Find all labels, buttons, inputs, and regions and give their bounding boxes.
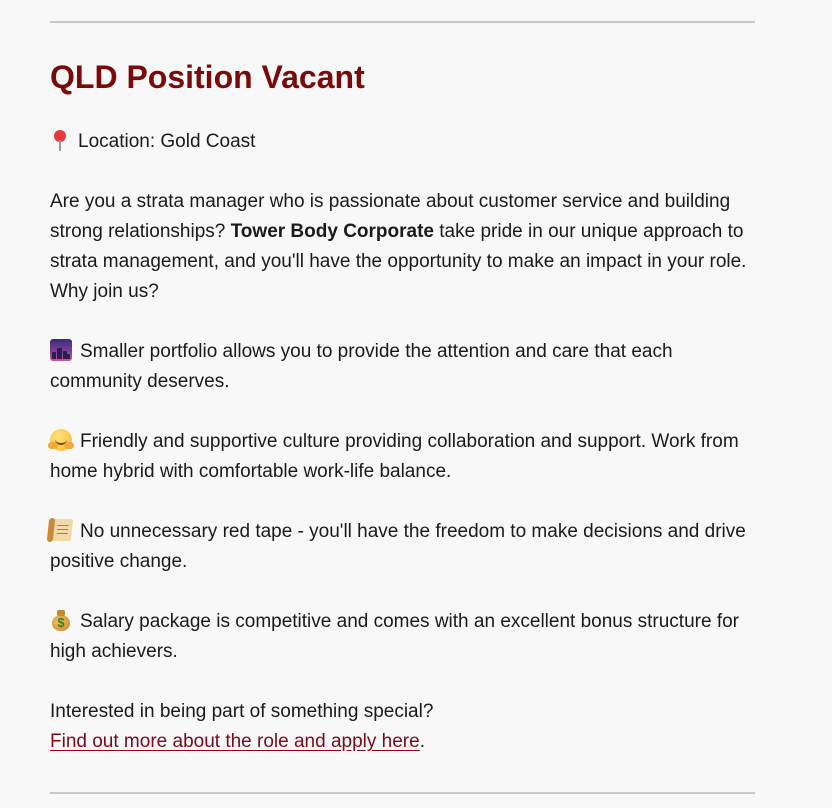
location-line (50, 127, 760, 157)
intro-text-after: take pride in our unique approach to strata management, and you'll have the opportunity to make an impact in your role. Why join us? (50, 221, 747, 302)
location-text: Location: Gold Coast (78, 131, 256, 152)
closing-paragraph (50, 697, 760, 757)
benefit-text: Salary package is competitive and comes with an excellent bonus structure for high achievers. (50, 611, 739, 662)
bottom-divider (50, 792, 755, 794)
apply-link[interactable]: Find out more about the role and apply here (50, 731, 420, 752)
benefit-item (50, 427, 760, 487)
intro-paragraph (50, 187, 760, 307)
money-bag-icon (50, 609, 72, 631)
hugging-face-icon (50, 429, 72, 451)
top-divider (50, 21, 755, 23)
closing-question: Interested in being part of something special? (50, 701, 434, 722)
page-title: QLD Position Vacant (50, 59, 365, 95)
benefit-text: Smaller portfolio allows you to provide the attention and care that each community deserves. (50, 341, 673, 392)
benefit-item (50, 517, 760, 577)
benefit-text: No unnecessary red tape - you'll have the freedom to make decisions and drive positive change. (50, 521, 746, 572)
job-post (50, 56, 760, 757)
benefit-text: Friendly and supportive culture providing collaboration and support. Work from home hybrid with comfortable work-life balance. (50, 431, 739, 482)
closing-period: . (419, 731, 425, 752)
scroll-icon (49, 519, 73, 541)
round-pushpin-icon (50, 129, 70, 151)
benefit-item (50, 607, 760, 667)
company-name: Tower Body Corporate (230, 221, 434, 242)
night-city-icon (50, 339, 72, 361)
benefit-item (50, 337, 760, 397)
intro-text-before: Are you a strata manager who is passionate about customer service and building strong relationships? (50, 191, 731, 242)
